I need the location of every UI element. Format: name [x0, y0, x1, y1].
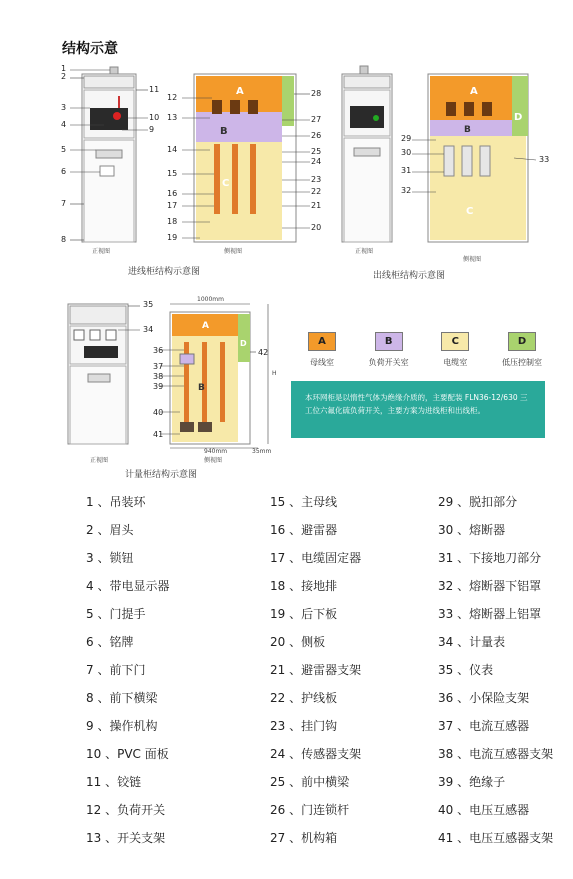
- callout-37: 37: [153, 362, 164, 371]
- callout-39: 39: [153, 382, 164, 391]
- legend-item-d: [492, 332, 552, 368]
- part-item: 39 、绝缘子: [438, 775, 506, 789]
- legend-label-a: 母线室: [310, 358, 334, 367]
- legend-swatch-a: A: [308, 332, 336, 351]
- callout-7: 7: [61, 199, 67, 208]
- outgoing-side-label: 侧视图: [463, 256, 482, 263]
- dim-offset: 35mm: [252, 448, 272, 455]
- section-title: 结构示意: [62, 41, 118, 57]
- dim-width-top: 1000mm: [197, 296, 224, 303]
- part-item: 34 、计量表: [438, 635, 506, 649]
- metering-caption: 计量柜结构示意图: [125, 470, 198, 480]
- legend-item-b: [359, 332, 419, 368]
- callout-3: 3: [61, 103, 67, 112]
- metering-front-view: [68, 304, 140, 444]
- part-item: 2 、眉头: [86, 523, 134, 537]
- callout-20: 20: [311, 223, 322, 232]
- outgoing-cabinet-figure: [336, 62, 562, 272]
- callout-15: 15: [167, 169, 178, 178]
- part-item: 10 、PVC 面板: [86, 747, 169, 761]
- callout-29: 29: [401, 134, 412, 143]
- callout-33: 33: [539, 155, 550, 164]
- legend-swatch-c: C: [441, 332, 469, 351]
- callout-28: 28: [311, 89, 322, 98]
- callout-36: 36: [153, 346, 164, 355]
- callout-8: 8: [61, 235, 67, 244]
- part-item: 12 、负荷开关: [86, 803, 166, 817]
- part-item: 11 、铰链: [86, 775, 142, 789]
- incoming-compartment-A: A: [236, 86, 244, 97]
- callout-10: 10: [149, 113, 160, 122]
- outgoing-caption: 出线柜结构示意图: [373, 271, 446, 281]
- incoming-compartment-C: C: [222, 178, 230, 189]
- metering-front-label: 正视图: [90, 457, 109, 464]
- callout-5: 5: [61, 145, 67, 154]
- metering-compartment-B: B: [198, 383, 205, 393]
- callout-21: 21: [311, 201, 322, 210]
- part-item: 20 、侧板: [270, 635, 326, 649]
- legend-item-a: [292, 332, 352, 368]
- outgoing-compartment-B: B: [464, 125, 471, 135]
- callout-9: 9: [149, 125, 155, 134]
- callout-41: 41: [153, 430, 164, 439]
- incoming-caption: 进线柜结构示意图: [128, 267, 201, 277]
- dim-width-bottom: 940mm: [204, 448, 228, 455]
- callout-25: 25: [311, 147, 322, 156]
- incoming-side-label: 侧视图: [224, 248, 243, 255]
- metering-cabinet-figure: [60, 290, 290, 460]
- part-item: 17 、电缆固定器: [270, 551, 362, 565]
- callout-31: 31: [401, 166, 412, 175]
- part-item: 18 、接地排: [270, 579, 338, 593]
- metering-compartment-D: D: [240, 339, 247, 348]
- metering-side-label: 侧视图: [204, 457, 223, 464]
- callout-13: 13: [167, 113, 178, 122]
- part-item: 22 、护线板: [270, 691, 338, 705]
- callout-42: 42: [258, 348, 269, 357]
- callout-26: 26: [311, 131, 322, 140]
- dim-height: H: [272, 370, 277, 377]
- callout-40: 40: [153, 408, 164, 417]
- legend-label-d: 低压控制室: [501, 358, 542, 367]
- part-item: 21 、避雷器支架: [270, 663, 362, 677]
- compartment-legend: [292, 332, 552, 368]
- legend-item-c: [425, 332, 485, 368]
- callout-18: 18: [167, 217, 178, 226]
- part-item: 37 、电流互感器: [438, 719, 530, 733]
- part-item: 6 、铭牌: [86, 635, 134, 649]
- part-item: 8 、前下横梁: [86, 691, 158, 705]
- metering-compartment-A: A: [202, 321, 209, 331]
- callout-2: 2: [61, 72, 67, 81]
- part-item: 1 、吊装环: [86, 495, 146, 509]
- callout-23: 23: [311, 175, 322, 184]
- outgoing-front-label: 正视图: [355, 248, 374, 255]
- callout-32: 32: [401, 186, 412, 195]
- incoming-side-view: [182, 74, 310, 242]
- callout-6: 6: [61, 167, 67, 176]
- incoming-front-label: 正视图: [92, 248, 111, 255]
- callout-11: 11: [149, 85, 160, 94]
- part-item: 9 、操作机构: [86, 719, 158, 733]
- legend-label-b: 负荷开关室: [368, 358, 409, 367]
- part-item: 7 、前下门: [86, 663, 146, 677]
- callout-38: 38: [153, 372, 164, 381]
- callout-22: 22: [311, 187, 322, 196]
- outgoing-side-view: [412, 74, 536, 242]
- callout-34: 34: [143, 325, 154, 334]
- callout-12: 12: [167, 93, 178, 102]
- callout-1: 1: [61, 64, 67, 73]
- callout-30: 30: [401, 148, 412, 157]
- part-item: 4 、带电显示器: [86, 579, 170, 593]
- part-item: 26 、门连锁杆: [270, 803, 350, 817]
- part-item: 25 、前中横梁: [270, 775, 350, 789]
- callout-14: 14: [167, 145, 178, 154]
- outgoing-front-view: [342, 66, 392, 242]
- part-item: 36 、小保险支架: [438, 691, 530, 705]
- callout-24: 24: [311, 157, 322, 166]
- part-item: 16 、避雷器: [270, 523, 338, 537]
- incoming-cabinet-figure: [60, 62, 330, 272]
- part-item: 19 、后下板: [270, 607, 338, 621]
- part-item: 29 、脱扣部分: [438, 495, 518, 509]
- incoming-front-view: [70, 67, 148, 242]
- part-item: 33 、熔断器上铝罩: [438, 607, 542, 621]
- part-item: 30 、熔断器: [438, 523, 506, 537]
- callout-4: 4: [61, 120, 67, 129]
- part-item: 31 、下接地刀部分: [438, 551, 542, 565]
- outgoing-compartment-A: A: [470, 86, 478, 97]
- description-note: 本环网柜是以惰性气体为绝缘介质的，主要配装 FLN36-12/630 三工位六氟化硫负荷开关，主要方案为进线柜和出线柜。: [291, 381, 545, 438]
- part-item: 40 、电压互感器: [438, 803, 530, 817]
- part-item: 24 、传感器支架: [270, 747, 362, 761]
- part-item: 41 、电压互感器支架: [438, 831, 554, 845]
- callout-17: 17: [167, 201, 178, 210]
- incoming-compartment-B: B: [220, 126, 228, 137]
- part-item: 15 、主母线: [270, 495, 338, 509]
- part-item: 3 、锁钮: [86, 551, 134, 565]
- callout-27: 27: [311, 115, 322, 124]
- parts-list: [62, 488, 562, 852]
- outgoing-compartment-C: C: [466, 206, 474, 217]
- callout-19: 19: [167, 233, 178, 242]
- part-item: 13 、开关支架: [86, 831, 166, 845]
- legend-label-c: 电缆室: [443, 358, 468, 367]
- part-item: 5 、门提手: [86, 607, 146, 621]
- part-item: 23 、挂门钩: [270, 719, 338, 733]
- part-item: 35 、仪表: [438, 663, 494, 677]
- callout-16: 16: [167, 189, 178, 198]
- part-item: 32 、熔断器下铝罩: [438, 579, 542, 593]
- legend-swatch-d: D: [508, 332, 536, 351]
- metering-side-view: [160, 304, 268, 448]
- outgoing-compartment-D: D: [514, 112, 523, 123]
- part-item: 27 、机构箱: [270, 831, 338, 845]
- part-item: 38 、电流互感器支架: [438, 747, 554, 761]
- legend-swatch-b: B: [375, 332, 403, 351]
- callout-35: 35: [143, 300, 154, 309]
